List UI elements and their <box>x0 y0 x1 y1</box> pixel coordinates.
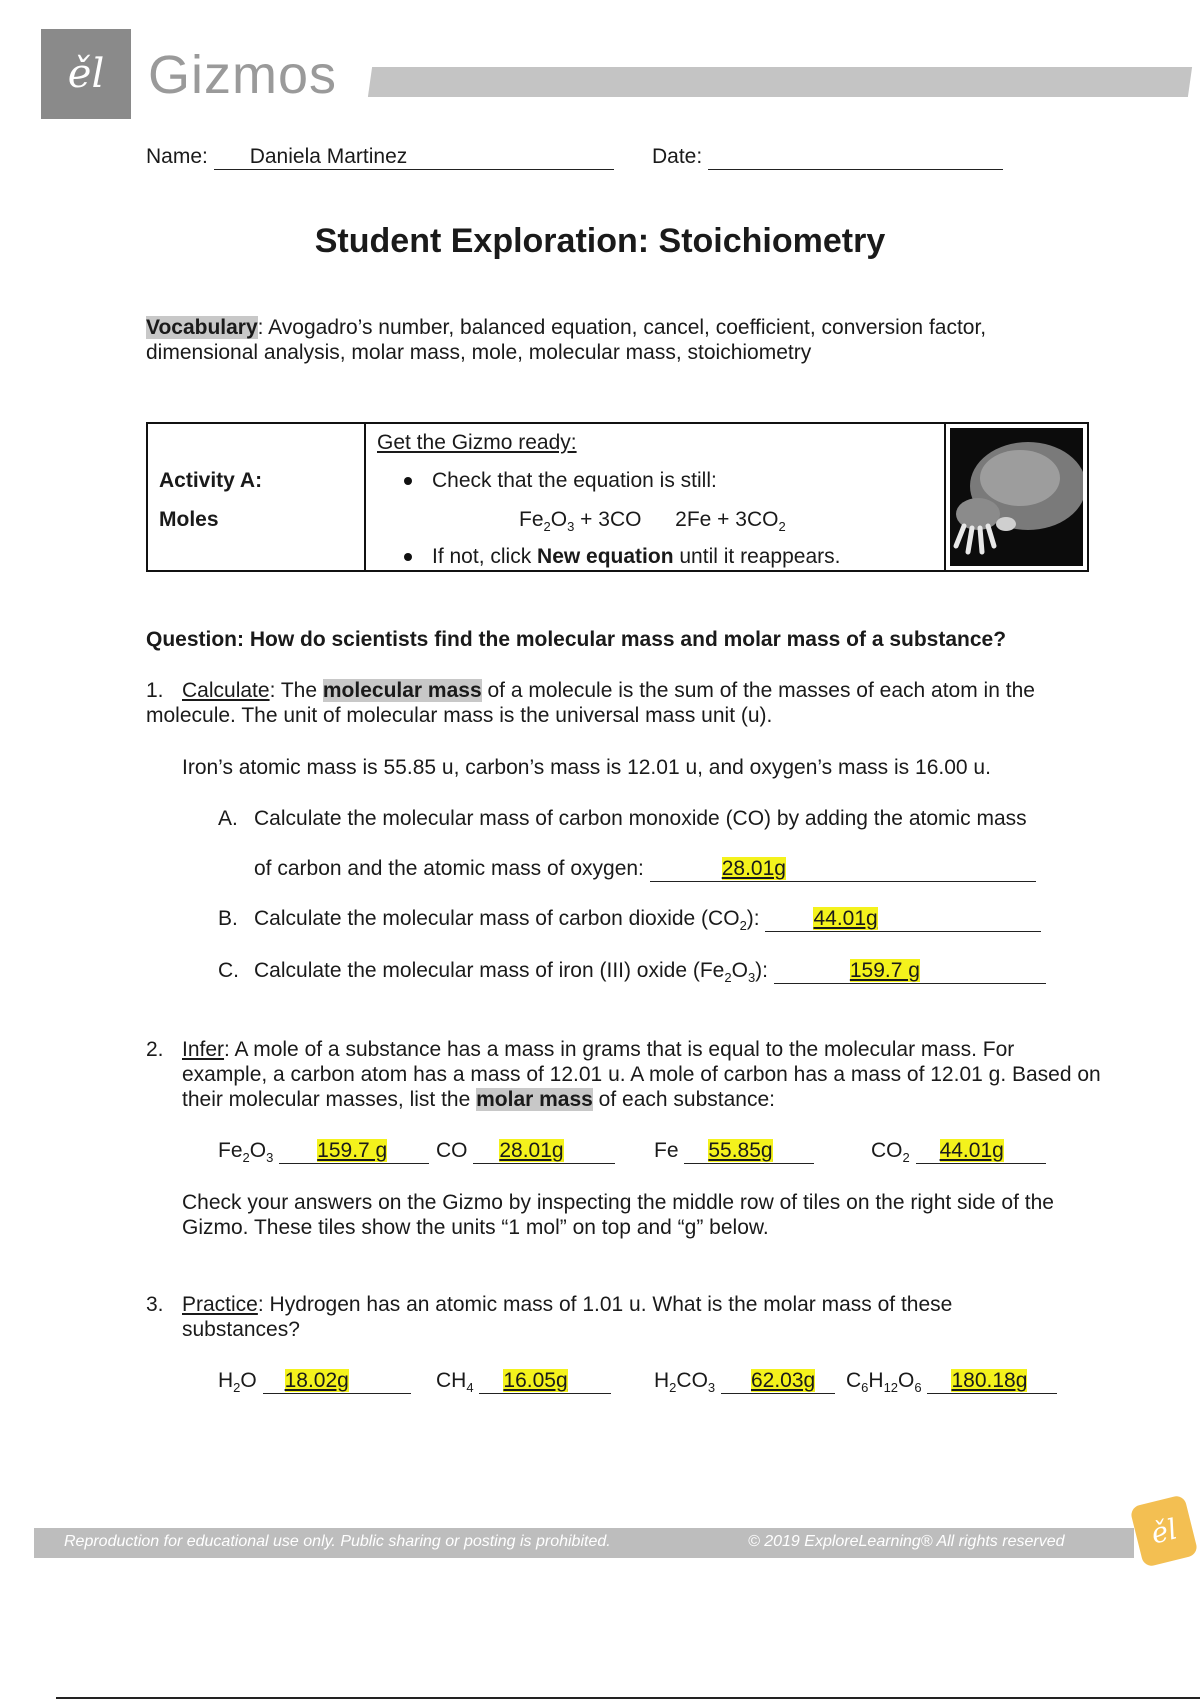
eq-fe: Fe <box>519 508 544 531</box>
q2-answer-fe <box>654 1138 814 1164</box>
q2-check-note: Check your answers on the Gizmo by inspecting the middle row of tiles on the right side of the Gizmo. These tiles show the units “1 mol” on top and “g” below. <box>182 1191 1054 1239</box>
q1b <box>218 906 1041 938</box>
q3-answer-ch4 <box>436 1368 611 1400</box>
q1a-answer: 28.01g <box>721 857 786 880</box>
mole-photo <box>950 428 1083 566</box>
footer-rights: © 2019 ExploreLearning® All rights reserved <box>748 1533 1065 1550</box>
mole-image-cell <box>946 424 1087 570</box>
vocabulary-text: : Avogadro’s number, balanced equation, cancel, coefficient, conversion factor, dimensional analysis, molar mass, mole, molecular mass, stoichiometry <box>146 316 987 364</box>
activity-title-cell <box>148 424 366 570</box>
q2-answer-co <box>436 1138 615 1164</box>
q1a-text: Calculate the molecular mass of carbon monoxide (CO) by adding the atomic mass <box>254 807 1027 830</box>
q2-post: of each substance: <box>592 1088 775 1111</box>
q2-label: Infer <box>182 1038 225 1061</box>
q3-intro <box>146 1292 1062 1342</box>
bullet-icon <box>404 477 412 485</box>
q1c-letter: C. <box>218 959 239 982</box>
eq-mid: + 3CO <box>574 508 642 531</box>
q3-answer-h2co3 <box>654 1368 835 1400</box>
answer: 44.01g <box>939 1139 1004 1162</box>
q2-answer-co2 <box>871 1138 1046 1170</box>
formula-h2o: $H_2O$ <box>218 1369 257 1396</box>
formula: Fe <box>654 1139 679 1162</box>
q1b-answer: 44.01g <box>813 907 878 930</box>
logo-glyph: ěl <box>67 51 105 97</box>
bullet-icon <box>404 553 412 561</box>
q1a-line1 <box>218 806 1027 831</box>
vocabulary <box>146 315 1076 365</box>
formula-sub: 2 <box>242 1150 250 1166</box>
eq-rhs: 2Fe + 3CO <box>675 508 779 531</box>
vocabulary-label: Vocabulary <box>146 316 258 339</box>
q1b-letter: B. <box>218 907 238 930</box>
header-bar <box>368 67 1192 97</box>
formula-ch4: $CH_4$ <box>436 1369 474 1396</box>
formula: CO <box>436 1139 468 1162</box>
eq-rhs-sub: 2 <box>778 519 786 535</box>
activity-subtitle: Moles <box>159 508 219 531</box>
q1-label: Calculate <box>182 679 270 702</box>
footer-bar <box>34 1528 1134 1558</box>
question-heading: Question: How do scientists find the molecular mass and molar mass of a substance? <box>146 628 1007 651</box>
q1b-text: Calculate the molecular mass of carbon dioxide (CO <box>254 907 740 930</box>
formula-h2co3: $H_2CO_3$ <box>654 1369 716 1396</box>
mole-photo-icon <box>950 428 1083 566</box>
q1c <box>218 958 1046 990</box>
bullet-text: Check that the equation is still: <box>432 469 717 492</box>
q1c-sub1: 2 <box>724 970 732 986</box>
q1a-line2 <box>254 856 1036 882</box>
date-field <box>652 145 1003 170</box>
eq-o: O <box>550 508 568 531</box>
formula: CO <box>871 1139 903 1162</box>
answer: 16.05g <box>503 1369 568 1392</box>
q3-text: : Hydrogen has an atomic mass of 1.01 u. What is the molar mass of these substances? <box>182 1293 953 1341</box>
answer: 180.18g <box>951 1369 1028 1392</box>
formula-sub: 2 <box>902 1150 910 1166</box>
brand-name: Gizmos <box>148 45 338 105</box>
activity-table <box>146 422 1089 572</box>
bullet-check-equation <box>404 469 717 493</box>
answer: 28.01g <box>499 1139 564 1162</box>
q2-term: molar mass <box>476 1088 593 1111</box>
q3-answer-c6h12o6 <box>846 1368 1057 1400</box>
answer: 55.85g <box>708 1139 773 1162</box>
q1c-sub2: 3 <box>747 970 756 986</box>
q1b-sub: 2 <box>739 918 747 934</box>
q2-intro <box>146 1037 1102 1112</box>
bullet-new-equation <box>404 545 840 569</box>
bullet-text-end: until it reappears. <box>673 545 841 568</box>
q1c-answer: 159.7 g <box>849 959 920 982</box>
q2-pre: : A mole of a substance has a mass in grams that is equal to the molecular mass. For example, a carbon atom has a mass of 12.01 u. A mole of carbon has a mass of 12.01 g. Based on their molecular masses, list the <box>182 1038 1101 1111</box>
q2-answer-fe2o3 <box>218 1138 429 1170</box>
q1c-mid: O <box>731 959 748 982</box>
q3-label: Practice <box>182 1293 258 1316</box>
explorelearning-badge-icon <box>1129 1494 1198 1568</box>
eq-o-sub: 3 <box>567 519 575 535</box>
q1-atomic-masses: Iron’s atomic mass is 55.85 u, carbon’s mass is 12.01 u, and oxygen’s mass is 16.00 u. <box>182 756 991 779</box>
q2-number: 2. <box>146 1038 164 1061</box>
q3-answer-h2o <box>218 1368 411 1400</box>
page-title: Student Exploration: Stoichiometry <box>314 222 886 260</box>
q3-number: 3. <box>146 1293 164 1316</box>
answer: 159.7 g <box>317 1139 388 1162</box>
q1c-end: ): <box>755 959 768 982</box>
activity-instructions-cell <box>366 424 946 570</box>
answer: 62.03g <box>750 1369 816 1392</box>
q1-intro <box>146 678 1086 728</box>
q1-pre: : The <box>269 679 323 702</box>
page-bottom-rule <box>56 1697 1200 1699</box>
q1-term: molecular mass <box>322 679 482 702</box>
q1-post: of a molecule is the sum of the masses of each atom in the molecule. The unit of molecular mass is the universal mass unit (u). <box>146 679 1035 727</box>
footer-copyright-notice: Reproduction for educational use only. Public sharing or posting is prohibited. <box>64 1533 611 1550</box>
eq-fe-sub: 2 <box>543 519 551 535</box>
activity-title: Activity A: <box>159 469 263 492</box>
badge-glyph: ěl <box>1147 1511 1181 1551</box>
equation <box>519 508 786 534</box>
formula: Fe <box>218 1139 243 1162</box>
formula-2: O <box>249 1139 267 1162</box>
q1-number: 1. <box>146 679 164 702</box>
answer: 18.02g <box>284 1369 349 1392</box>
q1a-text2: of carbon and the atomic mass of oxygen: <box>254 857 644 880</box>
name-field <box>146 145 614 170</box>
formula-sub-2: 3 <box>266 1150 274 1166</box>
q1b-end: ): <box>746 907 760 930</box>
name-value: Daniela Martinez <box>249 145 408 168</box>
ready-heading: Get the Gizmo ready: <box>377 431 577 454</box>
date-label: Date: <box>652 145 703 168</box>
q1a-letter: A. <box>218 807 238 830</box>
name-label: Name: <box>146 145 208 168</box>
gizmos-logo <box>41 29 131 119</box>
bullet-text: If not, click <box>432 545 538 568</box>
formula-c6h12o6: $C_6H_{12}O_6$ <box>846 1369 922 1396</box>
new-equation-term: New equation <box>537 545 674 568</box>
q1c-text: Calculate the molecular mass of iron (III) oxide (Fe <box>254 959 725 982</box>
